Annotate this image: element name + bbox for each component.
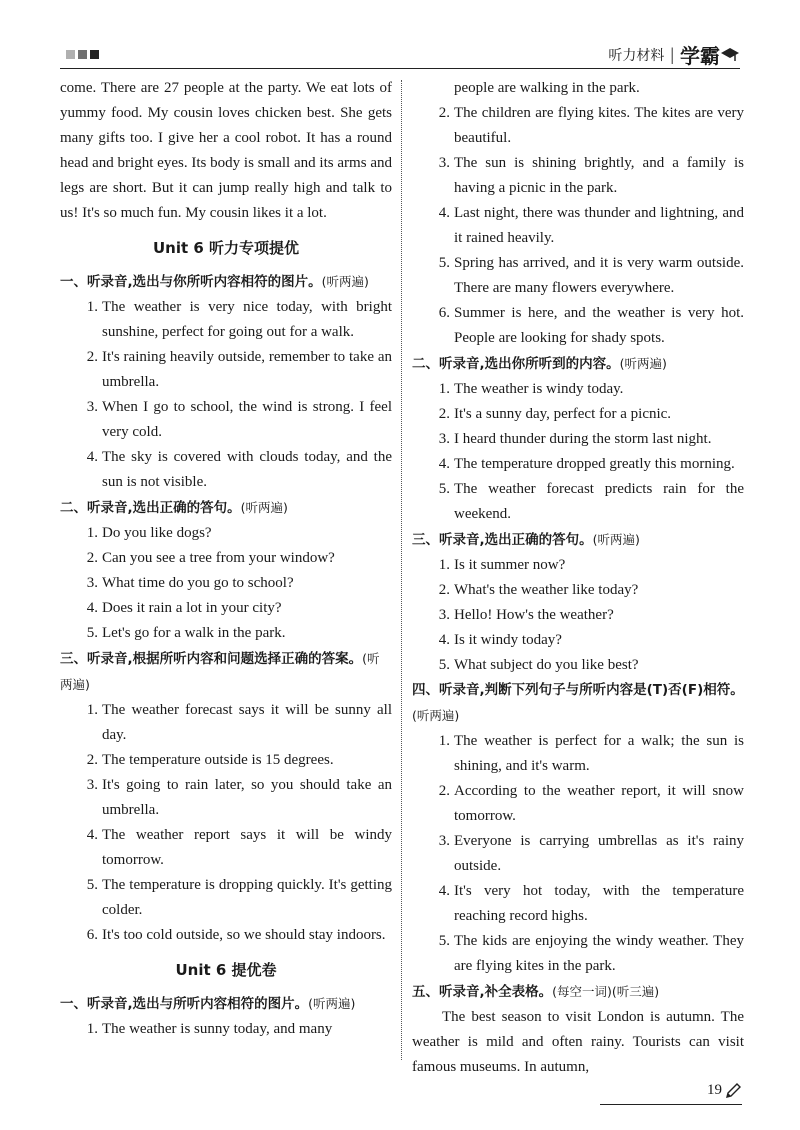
header-section-label: 听力材料 bbox=[608, 47, 665, 64]
item-text: The temperature outside is 15 degrees. bbox=[102, 752, 334, 768]
list-item bbox=[60, 395, 392, 445]
item-number: 1. bbox=[438, 381, 450, 397]
list-item bbox=[60, 596, 392, 621]
item-text: Do you like dogs? bbox=[102, 525, 212, 541]
section-items bbox=[60, 1017, 392, 1042]
list-item bbox=[412, 76, 744, 101]
header-brand: 学霸 bbox=[680, 44, 720, 68]
list-item bbox=[412, 251, 744, 301]
list-item bbox=[412, 829, 744, 879]
header-square-light bbox=[66, 50, 75, 59]
item-text: The weather forecast predicts rain for the weekend. bbox=[454, 481, 744, 522]
item-text: It's a sunny day, perfect for a picnic. bbox=[454, 406, 672, 422]
item-text: The children are flying kites. The kites are very beautiful. bbox=[454, 105, 744, 146]
item-number: 1. bbox=[86, 1021, 98, 1037]
item-number: 3. bbox=[438, 607, 450, 623]
list-item bbox=[412, 603, 744, 628]
item-number: 2. bbox=[438, 783, 450, 799]
section-items bbox=[60, 698, 392, 948]
list-item bbox=[412, 628, 744, 653]
item-text: The weather is perfect for a walk; the sun is shining, and it's warm. bbox=[454, 733, 744, 774]
right-column bbox=[412, 76, 744, 1080]
section-items bbox=[412, 377, 744, 527]
item-number: 2. bbox=[438, 105, 450, 121]
item-text: The temperature is dropping quickly. It's getting colder. bbox=[102, 877, 392, 918]
item-number: 5. bbox=[438, 255, 450, 271]
left-column bbox=[60, 76, 392, 1042]
item-number: 4. bbox=[438, 456, 450, 472]
item-number: 4. bbox=[438, 883, 450, 899]
unit-title: Unit 6 听力专项提优 bbox=[152, 239, 300, 257]
item-text: Last night, there was thunder and lightning, and it rained heavily. bbox=[454, 205, 744, 246]
item-number: 4. bbox=[86, 827, 98, 843]
list-item bbox=[412, 452, 744, 477]
list-item bbox=[60, 621, 392, 646]
item-text: The weather is sunny today, and many bbox=[102, 1021, 333, 1037]
item-text: I heard thunder during the storm last night. bbox=[454, 431, 712, 447]
item-text: What subject do you like best? bbox=[454, 657, 639, 673]
unit-title-2: Unit 6 提优卷 bbox=[175, 961, 277, 979]
list-item bbox=[412, 427, 744, 452]
item-text: What time do you go to school? bbox=[102, 575, 294, 591]
item-number: 6. bbox=[438, 305, 450, 321]
header-square-mid bbox=[78, 50, 87, 59]
pencil-icon bbox=[724, 1082, 742, 1100]
header-separator: | bbox=[670, 44, 674, 64]
page-number: 19 bbox=[707, 1082, 722, 1098]
section-heading: 四、听录音,判断下列句子与所听内容是(T)否(F)相符。(听两遍) bbox=[412, 682, 744, 723]
item-number: 3. bbox=[438, 155, 450, 171]
header-square-dark bbox=[90, 50, 99, 59]
list-item bbox=[412, 477, 744, 527]
list-item bbox=[412, 729, 744, 779]
footer-rule bbox=[600, 1104, 742, 1105]
continuation-line: people are walking in the park. bbox=[454, 80, 640, 96]
item-number: 5. bbox=[438, 481, 450, 497]
item-number: 1. bbox=[86, 299, 98, 315]
item-text: The sky is covered with clouds today, and the sun is not visible. bbox=[102, 449, 392, 490]
item-number: 4. bbox=[86, 449, 98, 465]
list-item bbox=[60, 773, 392, 823]
item-text: The weather report says it will be windy tomorrow. bbox=[102, 827, 392, 868]
header-squares bbox=[66, 50, 99, 59]
list-item bbox=[412, 201, 744, 251]
list-item bbox=[412, 553, 744, 578]
list-item bbox=[60, 698, 392, 748]
list-item bbox=[60, 546, 392, 571]
item-text: Everyone is carrying umbrellas as it's rainy outside. bbox=[454, 833, 744, 874]
section-heading: 三、听录音,根据所听内容和问题选择正确的答案。(听两遍) bbox=[60, 651, 380, 692]
section-heading: 三、听录音,选出正确的答句。(听两遍) bbox=[412, 532, 640, 548]
item-number: 4. bbox=[438, 632, 450, 648]
item-text: Let's go for a walk in the park. bbox=[102, 625, 286, 641]
list-item bbox=[60, 823, 392, 873]
list-item bbox=[60, 571, 392, 596]
fill-table-paragraph: The best season to visit London is autumn. The weather is mild and often rainy. Tourists can visit famous museums. In autumn, bbox=[412, 1009, 744, 1075]
section-items bbox=[60, 295, 392, 495]
item-text: The weather is windy today. bbox=[454, 381, 624, 397]
list-item bbox=[60, 295, 392, 345]
item-text: The weather forecast says it will be sunny all day. bbox=[102, 702, 392, 743]
item-number: 3. bbox=[86, 399, 98, 415]
item-text: Spring has arrived, and it is very warm outside. There are many flowers everywhere. bbox=[454, 255, 744, 296]
section-heading: 二、听录音,选出你所听到的内容。(听两遍) bbox=[412, 356, 667, 372]
item-number: 3. bbox=[86, 777, 98, 793]
list-item bbox=[412, 578, 744, 603]
item-text: It's raining heavily outside, remember to take an umbrella. bbox=[102, 349, 392, 390]
item-number: 1. bbox=[86, 525, 98, 541]
list-item bbox=[60, 1017, 392, 1042]
item-number: 5. bbox=[86, 877, 98, 893]
list-item bbox=[412, 101, 744, 151]
item-number: 3. bbox=[86, 575, 98, 591]
list-item bbox=[412, 779, 744, 829]
item-text: It's going to rain later, so you should take an umbrella. bbox=[102, 777, 392, 818]
item-text: Is it summer now? bbox=[454, 557, 566, 573]
list-item bbox=[412, 377, 744, 402]
section-items bbox=[60, 521, 392, 646]
item-text: Hello! How's the weather? bbox=[454, 607, 614, 623]
section-heading: 一、听录音,选出与你所听内容相符的图片。(听两遍) bbox=[60, 274, 369, 290]
list-item bbox=[412, 653, 744, 678]
column-divider bbox=[401, 80, 402, 1060]
list-item bbox=[412, 402, 744, 427]
list-item bbox=[60, 748, 392, 773]
section-items bbox=[412, 553, 744, 678]
item-text: The sun is shining brightly, and a family is having a picnic in the park. bbox=[454, 155, 744, 196]
section-heading: 二、听录音,选出正确的答句。(听两遍) bbox=[60, 500, 288, 516]
list-item bbox=[412, 879, 744, 929]
item-number: 3. bbox=[438, 833, 450, 849]
page-header bbox=[0, 0, 800, 75]
list-item bbox=[412, 301, 744, 351]
item-number: 2. bbox=[86, 349, 98, 365]
item-number: 4. bbox=[438, 205, 450, 221]
list-item bbox=[60, 521, 392, 546]
item-number: 6. bbox=[86, 927, 98, 943]
header-right bbox=[608, 40, 740, 69]
section-heading: 一、听录音,选出与所听内容相符的图片。(听两遍) bbox=[60, 996, 356, 1012]
section-items bbox=[412, 729, 744, 979]
item-text: Can you see a tree from your window? bbox=[102, 550, 335, 566]
item-number: 1. bbox=[86, 702, 98, 718]
item-text: It's very hot today, with the temperature reaching record highs. bbox=[454, 883, 744, 924]
item-number: 4. bbox=[86, 600, 98, 616]
item-number: 1. bbox=[438, 733, 450, 749]
list-item bbox=[60, 445, 392, 495]
list-item bbox=[60, 345, 392, 395]
mortarboard-icon bbox=[720, 45, 740, 65]
item-number: 5. bbox=[438, 933, 450, 949]
item-text: What's the weather like today? bbox=[454, 582, 639, 598]
item-text: Summer is here, and the weather is very hot. People are looking for shady spots. bbox=[454, 305, 744, 346]
header-rule bbox=[60, 68, 740, 69]
item-text: According to the weather report, it will snow tomorrow. bbox=[454, 783, 744, 824]
item-number: 1. bbox=[438, 557, 450, 573]
list-item bbox=[412, 929, 744, 979]
list-item bbox=[412, 151, 744, 201]
list-item bbox=[60, 923, 392, 948]
intro-paragraph: come. There are 27 people at the party. We eat lots of yummy food. My cousin loves chicken best. She gets many gifts too. I give her a cool robot. It has a round head and bright eyes. Its body is small and its arms and legs are short. But it can jump really high and talk to us! It's so much fun. My cousin likes it a lot. bbox=[60, 80, 392, 221]
item-text: Is it windy today? bbox=[454, 632, 562, 648]
item-text: The weather is very nice today, with bright sunshine, perfect for going out for a walk. bbox=[102, 299, 392, 340]
list-item bbox=[60, 873, 392, 923]
item-text: When I go to school, the wind is strong. I feel very cold. bbox=[102, 399, 392, 440]
item-number: 3. bbox=[438, 431, 450, 447]
item-text: The kids are enjoying the windy weather. They are flying kites in the park. bbox=[454, 933, 744, 974]
item-text: Does it rain a lot in your city? bbox=[102, 600, 282, 616]
item-number: 2. bbox=[86, 550, 98, 566]
item-number: 5. bbox=[438, 657, 450, 673]
item-number: 2. bbox=[438, 406, 450, 422]
section-heading: 五、听录音,补全表格。(每空一词)(听三遍) bbox=[412, 984, 660, 1000]
section-items bbox=[412, 101, 744, 351]
item-text: It's too cold outside, so we should stay indoors. bbox=[102, 927, 386, 943]
item-text: The temperature dropped greatly this morning. bbox=[454, 456, 735, 472]
item-number: 5. bbox=[86, 625, 98, 641]
item-number: 2. bbox=[86, 752, 98, 768]
item-number: 2. bbox=[438, 582, 450, 598]
